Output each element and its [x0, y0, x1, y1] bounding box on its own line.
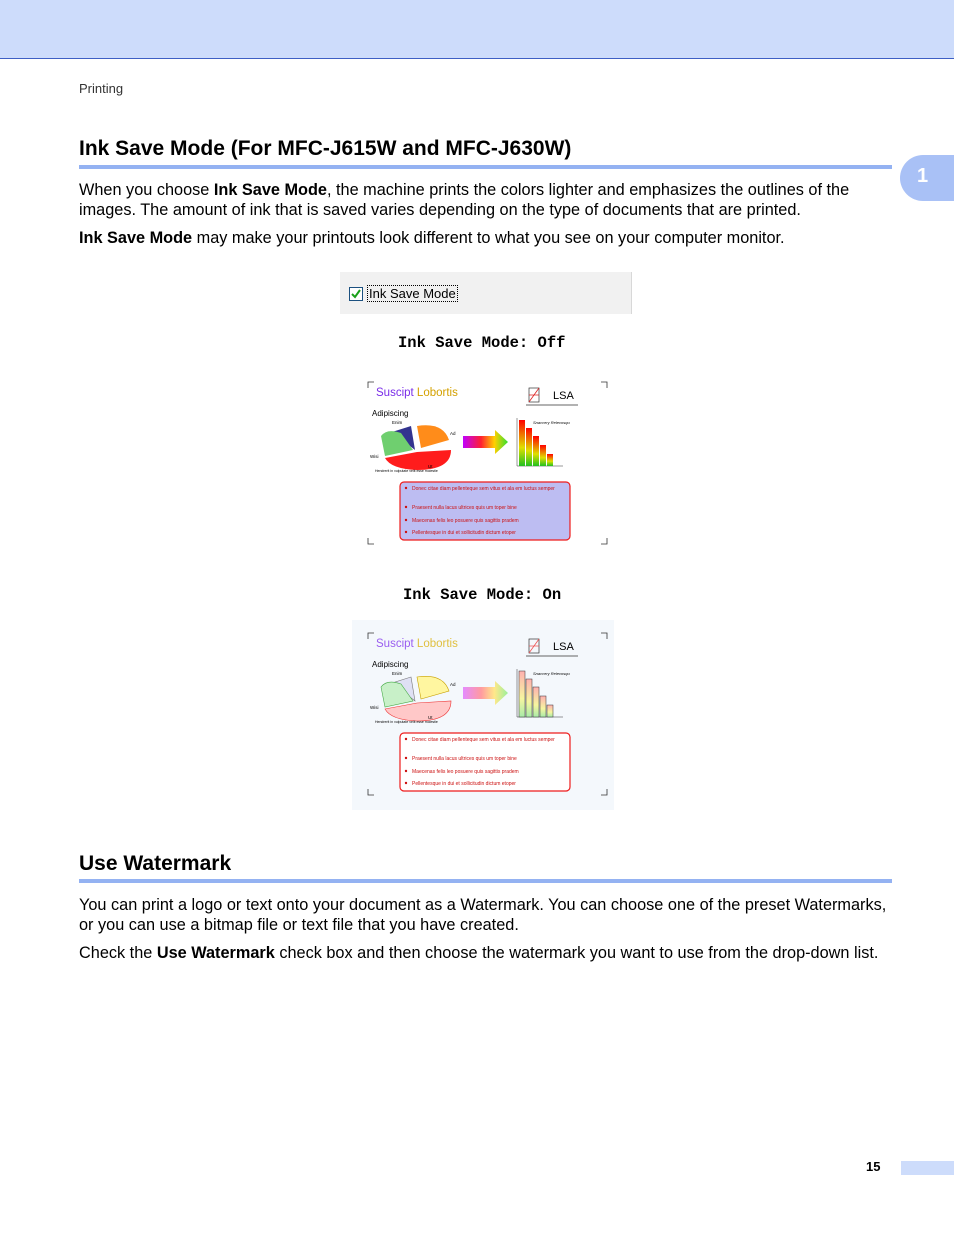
watermark-paragraph-1: You can print a logo or text onto your document as a Watermark. You can choose one of the preset Watermarks, or you can use a bitmap file or text file that you have created.: [79, 896, 887, 934]
svg-text:Ad: Ad: [450, 682, 456, 687]
svg-text:Suscipt Lobortis: Suscipt Lobortis: [376, 638, 458, 650]
section-title-ink-save: Ink Save Mode (For MFC-J615W and MFC-J630W): [79, 137, 572, 160]
ink-save-checkbox-label: Ink Save Mode: [369, 286, 456, 301]
svg-text:Maecenas felis leo posuere qui: Maecenas felis leo posuere quis sagittis pradem: [412, 769, 519, 775]
svg-text:Pellentesque in dui et sollici: Pellentesque in dui et sollicitudin dictum etoper: [412, 781, 516, 787]
checkmark-icon: [350, 288, 362, 300]
svg-text:Hendrerit in vulputate velit e: Hendrerit in vulputate velit esse molestie: [375, 469, 438, 473]
svg-text:Praesent nulla lacus ultrices: Praesent nulla lacus ultrices quis um toper bine: [412, 505, 517, 511]
section-title-use-watermark: Use Watermark: [79, 852, 232, 875]
svg-text:Snaccery Relevosqu: Snaccery Relevosqu: [533, 671, 570, 676]
chapter-tab: [900, 155, 954, 201]
caption-ink-save-on: Ink Save Mode: On: [403, 586, 562, 604]
sample-print-off: [365, 378, 610, 548]
svg-text:Adipiscing: Adipiscing: [372, 409, 409, 418]
svg-text:LSA: LSA: [553, 390, 574, 402]
svg-text:Ut: Ut: [428, 464, 433, 469]
chapter-number: 1: [917, 165, 929, 187]
svg-text:Snaccery Relevosqu: Snaccery Relevosqu: [533, 420, 570, 425]
svg-text:Ut: Ut: [428, 715, 433, 720]
ink-save-paragraph-2: Ink Save Mode may make your printouts look different to what you see on your computer monitor.: [79, 229, 785, 247]
svg-text:Praesent nulla lacus ultrices: Praesent nulla lacus ultrices quis um toper bine: [412, 756, 517, 762]
footer-bar: [901, 1161, 954, 1175]
svg-text:Ad: Ad: [450, 431, 456, 436]
svg-text:Hendrerit in vulputate velit e: Hendrerit in vulputate velit esse molestie: [375, 720, 438, 724]
svg-text:Adipiscing: Adipiscing: [372, 660, 409, 669]
sample-print-on: [352, 620, 614, 810]
svg-text:Maecenas felis leo posuere qui: Maecenas felis leo posuere quis sagittis pradem: [412, 518, 519, 524]
svg-text:Wisi: Wisi: [370, 454, 379, 459]
svg-text:LSA: LSA: [553, 641, 574, 653]
header-band: [0, 0, 954, 59]
svg-text:Enim: Enim: [392, 420, 403, 425]
section-rule: [79, 165, 892, 169]
running-head: Printing: [79, 81, 124, 96]
ink-save-checkbox-screenshot: [340, 272, 632, 314]
ink-save-paragraph-1: When you choose Ink Save Mode, the machine prints the colors lighter and emphasizes the outlines of the images. The amount of ink that is saved varies depending on the type of documents that are printed.: [79, 181, 850, 219]
svg-text:Donec citae diam pellenteque s: Donec citae diam pellenteque sem vitus et ala em luctus semper: [412, 737, 555, 743]
svg-text:Donec citae diam pellenteque s: Donec citae diam pellenteque sem vitus et ala em luctus semper: [412, 486, 555, 492]
svg-text:Suscipt Lobortis: Suscipt Lobortis: [376, 387, 458, 399]
ink-save-checkbox[interactable]: [349, 287, 363, 301]
svg-text:Enim: Enim: [392, 671, 403, 676]
watermark-paragraph-2: Check the Use Watermark check box and then choose the watermark you want to use from the drop-down list.: [79, 944, 879, 962]
svg-text:Pellentesque in dui et sollici: Pellentesque in dui et sollicitudin dictum etoper: [412, 530, 516, 536]
caption-ink-save-off: Ink Save Mode: Off: [398, 334, 566, 352]
section-rule: [79, 879, 892, 883]
svg-text:Wisi: Wisi: [370, 705, 379, 710]
page-number: 15: [866, 1159, 881, 1174]
